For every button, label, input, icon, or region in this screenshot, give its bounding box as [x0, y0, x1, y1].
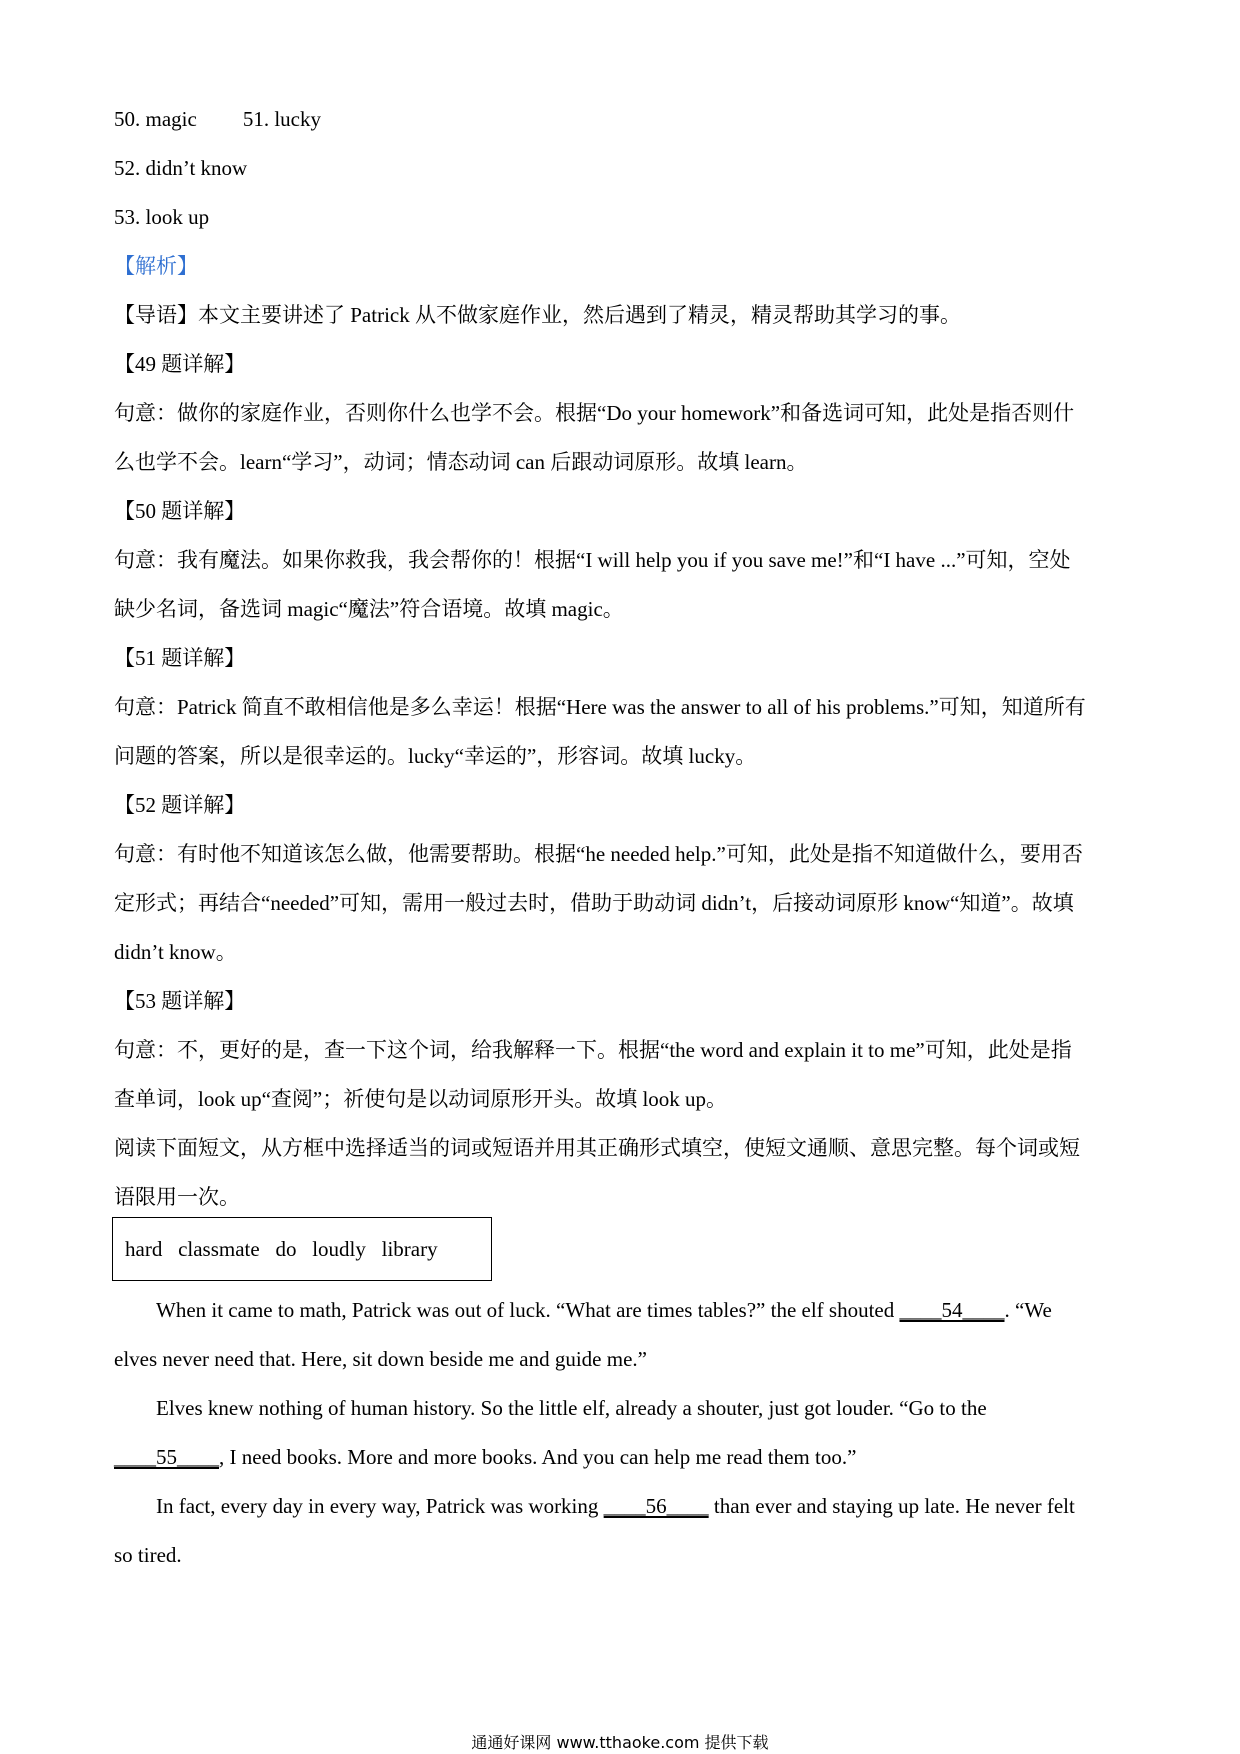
passage-p3-text-a: In fact, every day in every way, Patrick was working	[156, 1494, 604, 1518]
q51-text-line2: 问题的答案，所以是很幸运的。lucky“幸运的”，形容词。故填 lucky。	[114, 744, 757, 768]
passage-p2-line1: Elves knew nothing of human history. So the little elf, already a shouter, just got louder. “Go to the	[156, 1396, 987, 1420]
blank-56: ____56____	[603, 1494, 709, 1518]
instruction-line2: 语限用一次。	[114, 1185, 240, 1209]
q53-text-line1: 句意：不，更好的是，查一下这个词，给我解释一下。根据“the word and explain it to me”可知，此处是指	[114, 1038, 1072, 1062]
passage-p1-text-b: . “We	[1004, 1298, 1052, 1322]
q51-heading: 【51 题详解】	[114, 646, 246, 670]
passage-p1-line1	[156, 1295, 1134, 1325]
q49-text-line1: 句意：做你的家庭作业，否则你什么也学不会。根据“Do your homework”和备选词可知，此处是指否则什	[114, 401, 1075, 425]
q52-heading: 【52 题详解】	[114, 793, 246, 817]
q50-text-line1: 句意：我有魔法。如果你救我，我会帮你的！根据“I will help you if you save me!”和“I have ...”可知，空处	[114, 548, 1071, 572]
blank-55: ____55____	[114, 1445, 219, 1469]
instruction-line1: 阅读下面短文，从方框中选择适当的词或短语并用其正确形式填空，使短文通顺、意思完整。每个词或短	[114, 1136, 1080, 1160]
q52-text-line2: 定形式；再结合“needed”可知，需用一般过去时，借助于助动词 didn’t，后接动词原形 know“知道”。故填	[114, 891, 1074, 915]
passage-p1-line2: elves never need that. Here, sit down beside me and guide me.”	[114, 1347, 647, 1371]
passage-p3-text-b: than ever and staying up late. He never felt	[708, 1494, 1075, 1518]
q53-text-line2: 查单词，look up“查阅”；祈使句是以动词原形开头。故填 look up。	[114, 1087, 728, 1111]
q51-text-line1: 句意：Patrick 简直不敢相信他是多么幸运！根据“Here was the answer to all of his problems.”可知，知道所有	[114, 695, 1086, 719]
answer-line-50-51	[114, 104, 1134, 134]
passage-p2-text-b: , I need books. More and more books. And you can help me read them too.”	[219, 1445, 857, 1469]
passage-p2-line2	[114, 1442, 1134, 1472]
q49-heading: 【49 题详解】	[114, 352, 246, 376]
analysis-heading: 【解析】	[114, 254, 198, 278]
answer-53: 53. look up	[114, 205, 210, 229]
answer-51: 51. lucky	[242, 107, 321, 131]
q50-heading: 【50 题详解】	[114, 499, 246, 523]
answer-50: 50. magic	[114, 107, 197, 131]
word-box: hard classmate do loudly library	[112, 1217, 492, 1281]
q52-text-line3: didn’t know。	[114, 940, 237, 964]
blank-54: ____54____	[899, 1298, 1005, 1322]
intro-text: 【导语】本文主要讲述了 Patrick 从不做家庭作业，然后遇到了精灵，精灵帮助其学习的事。	[114, 303, 961, 327]
passage-p3-line1	[156, 1491, 1134, 1521]
q49-text-line2: 么也学不会。learn“学习”，动词；情态动词 can 后跟动词原形。故填 learn。	[114, 450, 808, 474]
q50-text-line2: 缺少名词，备选词 magic“魔法”符合语境。故填 magic。	[114, 597, 624, 621]
q53-heading: 【53 题详解】	[114, 989, 246, 1013]
passage-p3-line2: so tired.	[114, 1543, 182, 1567]
page-footer: 通通好课网 www.tthaoke.com 提供下载	[471, 1733, 769, 1752]
answer-52: 52. didn’t know	[114, 156, 248, 180]
q52-text-line1: 句意：有时他不知道该怎么做，他需要帮助。根据“he needed help.”可知，此处是指不知道做什么，要用否	[114, 842, 1083, 866]
passage-p1-text-a: When it came to math, Patrick was out of luck. “What are times tables?” the elf shouted	[156, 1298, 900, 1322]
